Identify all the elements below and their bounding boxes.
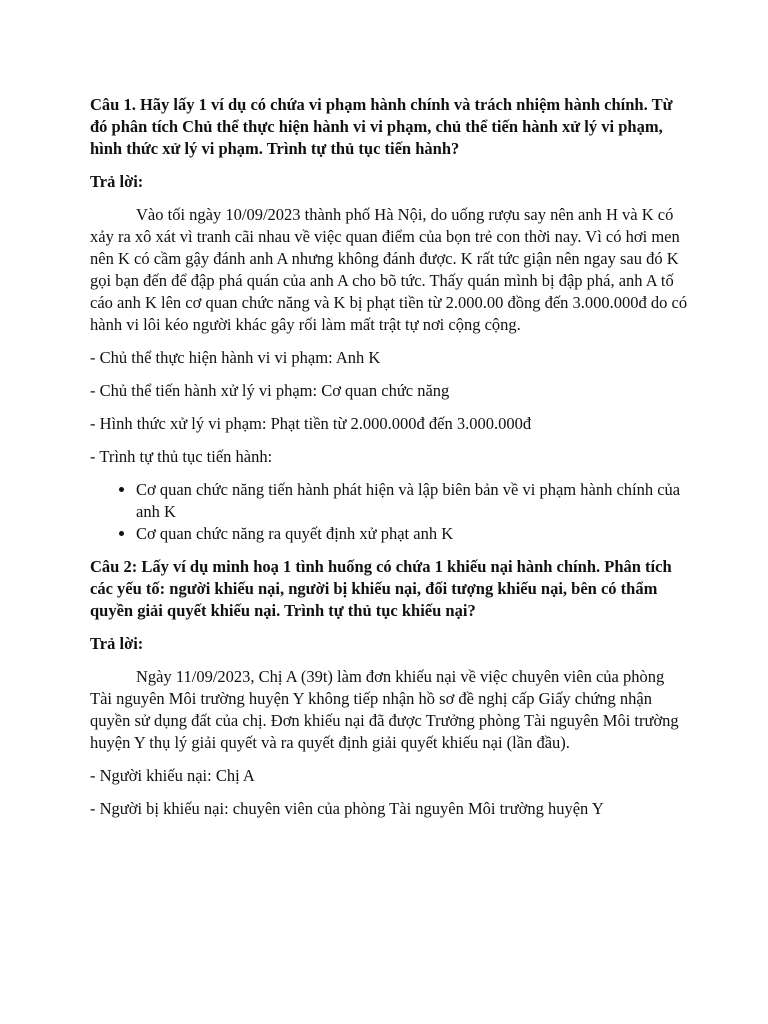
question-2: Câu 2: Lấy ví dụ minh hoạ 1 tình huống có chứa 1 khiếu nại hành chính. Phân tích các yếu tố: người khiếu nại, người bị khiếu nại, đối tượng khiếu nại, bên có thẩm quyền giải quyết khiếu nại. Trình tự thủ tục khiếu nại? bbox=[90, 557, 672, 620]
answer-label-1: Trả lời: bbox=[90, 172, 144, 191]
q1-point-procedure: - Trình tự thủ tục tiến hành: bbox=[90, 447, 273, 466]
q1-point-handler: - Chủ thể tiến hành xử lý vi phạm: Cơ quan chức năng bbox=[90, 381, 450, 400]
procedure-item: • Cơ quan chức năng ra quyết định xử phạt anh K bbox=[136, 523, 688, 545]
answer-2-paragraph: Ngày 11/09/2023, Chị A (39t) làm đơn khiếu nại về việc chuyên viên của phòng Tài nguyên Môi trường huyện Y không tiếp nhận hồ sơ đề nghị cấp Giấy chứng nhận quyền sử dụng đất của chị. Đơn khiếu nại đã được Trưởng phòng Tài nguyên Môi trường huyện Y thụ lý giải quyết và ra quyết định giải quyết khiếu nại (lần đầu). bbox=[90, 667, 679, 752]
q2-point-complainant: - Người khiếu nại: Chị A bbox=[90, 766, 255, 785]
procedure-item: • Cơ quan chức năng tiến hành phát hiện và lập biên bản về vi phạm hành chính của anh K bbox=[136, 479, 688, 523]
answer-1-paragraph: Vào tối ngày 10/09/2023 thành phố Hà Nội, do uống rượu say nên anh H và K có xảy ra xô xát vì tranh cãi nhau về việc quan điểm của bọn trẻ con thời nay. Vì có hơi men nên K có cầm gậy đánh anh A nhưng không đánh được. K rất tức giận nên ngay sau đó K gọi bạn đến để đập phá quán của anh A cho bõ tức. Thấy quán mình bị đập phá, anh A tố cáo anh K lên cơ quan chức năng và K bị phạt tiền từ 2.000.00 đồng đến 3.000.000đ do có hành vi lôi kéo người khác gây rối làm mất trật tự nơi cộng cộng. bbox=[90, 205, 688, 334]
q1-point-form: - Hình thức xử lý vi phạm: Phạt tiền từ 2.000.000đ đến 3.000.000đ bbox=[90, 414, 532, 433]
q1-point-subject: - Chủ thể thực hiện hành vi vi phạm: Anh K bbox=[90, 348, 381, 367]
q2-point-respondent: - Người bị khiếu nại: chuyên viên của phòng Tài nguyên Môi trường huyện Y bbox=[90, 799, 604, 818]
question-1: Câu 1. Hãy lấy 1 ví dụ có chứa vi phạm hành chính và trách nhiệm hành chính. Từ đó phân tích Chủ thể thực hiện hành vi vi phạm, chủ thể tiến hành xử lý vi phạm, hình thức xử lý vi phạm. Trình tự thủ tục tiến hành? bbox=[90, 95, 673, 158]
procedure-list bbox=[90, 479, 688, 545]
answer-label-2: Trả lời: bbox=[90, 634, 144, 653]
